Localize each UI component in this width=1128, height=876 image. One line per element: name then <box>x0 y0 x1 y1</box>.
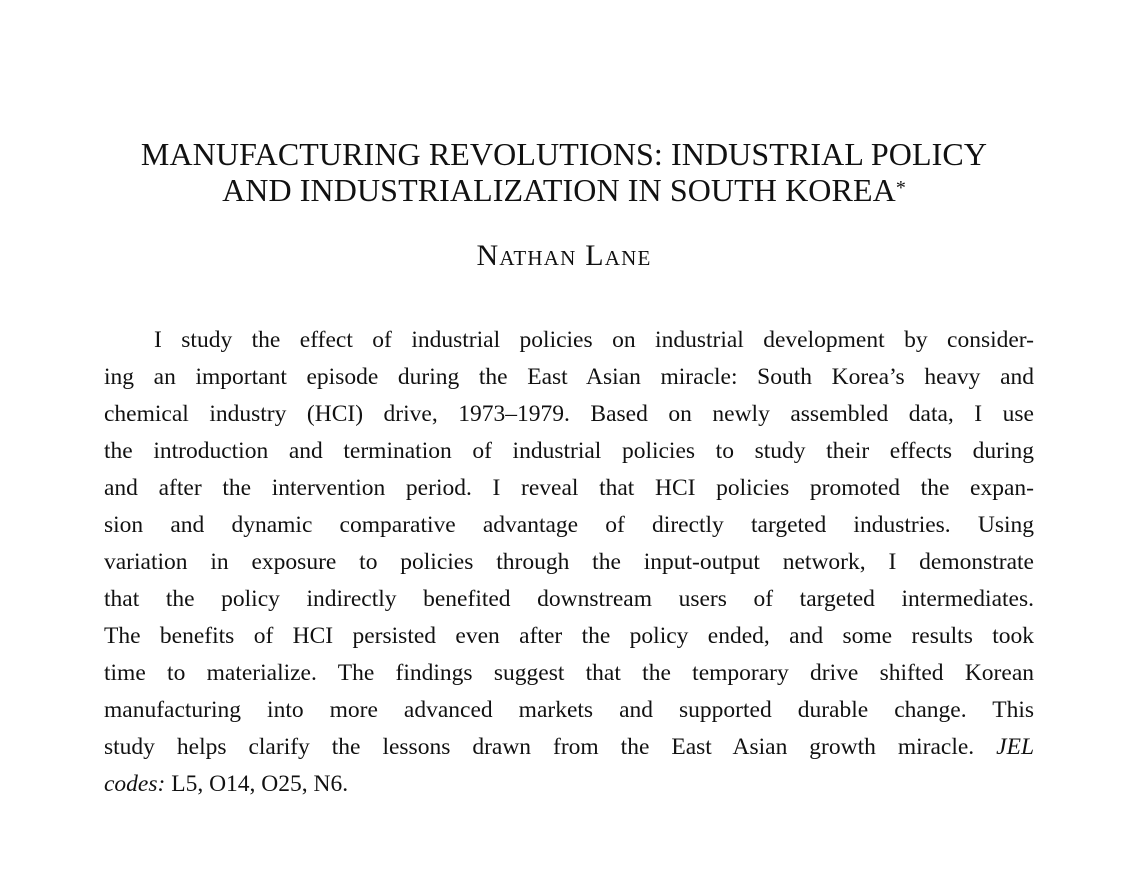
abstract-line-12 <box>104 729 1034 766</box>
abstract-line-13 <box>104 766 1034 803</box>
abstract-line: The benefits of HCI persisted even after the policy ended, and some results took <box>104 623 1034 649</box>
abstract <box>104 322 1034 803</box>
abstract-line: sion and dynamic comparative advantage of directly targeted industries. Using <box>104 512 1034 538</box>
author-name: Nathan Lane <box>476 239 652 272</box>
abstract-line: time to materialize. The findings suggest that the temporary drive shifted Korean <box>104 660 1034 686</box>
abstract-line: variation in exposure to policies through the input-output network, I demonstrate <box>104 549 1034 575</box>
title-line-2 <box>0 172 1128 208</box>
abstract-line: and after the intervention period. I reveal that HCI policies promoted the expan- <box>104 475 1034 501</box>
jel-label-part2: codes: <box>104 771 166 797</box>
abstract-line-12-text: study helps clarify the lessons drawn from the East Asian growth miracle. <box>104 734 975 760</box>
abstract-line: the introduction and termination of industrial policies to study their effects during <box>104 438 1034 464</box>
jel-label-part1: JEL <box>996 734 1035 760</box>
abstract-line: chemical industry (HCI) drive, 1973–1979. Based on newly assembled data, I use <box>104 401 1034 427</box>
paper-title <box>0 136 1128 208</box>
abstract-line: that the policy indirectly benefited downstream users of targeted intermediates. <box>104 586 1034 612</box>
abstract-line: I study the effect of industrial policies on industrial development by consider- <box>154 327 1034 353</box>
abstract-line: ing an important episode during the East Asian miracle: South Korea’s heavy and <box>104 364 1034 390</box>
abstract-line: manufacturing into more advanced markets and supported durable change. This <box>104 697 1034 723</box>
jel-codes: L5, O14, O25, N6. <box>171 771 349 797</box>
title-line-2-text: AND INDUSTRIALIZATION IN SOUTH KOREA <box>222 172 896 208</box>
title-line-1: MANUFACTURING REVOLUTIONS: INDUSTRIAL POLICY <box>140 136 988 172</box>
title-footnote-mark[interactable]: * <box>895 177 906 199</box>
